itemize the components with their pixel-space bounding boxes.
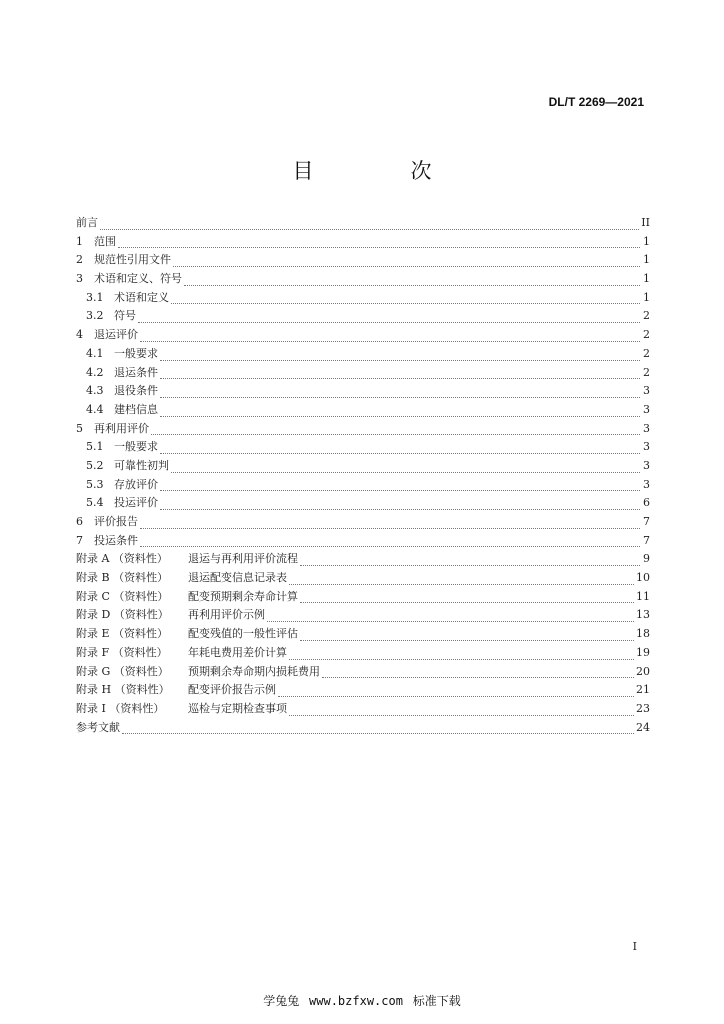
toc-entry-page: 2 [643,309,650,323]
toc-entry-page: 21 [636,683,650,697]
toc-entry-title: 退运条件 [114,365,158,379]
dot-leader [322,677,634,678]
toc-entry-page: 23 [636,701,650,715]
dot-leader [300,565,640,566]
toc-annex-label: 附录 F （资料性） [76,645,168,659]
toc-entry-number: 3 [76,272,83,286]
toc-entry-page: 3 [643,477,650,491]
dot-leader [173,266,640,267]
toc-entry-page: 9 [643,552,650,566]
toc-entry-page: 18 [636,627,650,641]
toc-annex-label: 附录 G （资料性） [76,664,169,678]
dot-leader [160,360,640,361]
toc-entry-page: 6 [643,496,650,510]
toc-annex-label: 附录 C （资料性） [76,589,169,603]
toc-entry-title: 退运配变信息记录表 [188,571,287,585]
standard-code: DL/T 2269—2021 [548,95,644,109]
dot-leader [289,715,634,716]
toc-entry-title: 可靠性初判 [114,458,169,472]
toc-entry-number: 4.2 [86,365,104,379]
toc-entry-page: 19 [636,645,650,659]
dot-leader [267,621,634,622]
dot-leader [160,378,640,379]
dot-leader [160,490,640,491]
toc-entry-page: 1 [643,290,650,304]
table-of-contents [76,214,650,737]
toc-entry-title: 规范性引用文件 [94,253,171,267]
toc-entry-page: 3 [643,402,650,416]
dot-leader [118,247,640,248]
toc-entry-title: 符号 [114,309,136,323]
dot-leader [160,416,640,417]
toc-entry[interactable] [76,345,650,364]
toc-entry[interactable] [76,663,650,682]
toc-entry[interactable] [76,382,650,401]
dot-leader [138,322,640,323]
toc-entry[interactable] [76,513,650,532]
toc-entry-page: 3 [643,421,650,435]
toc-entry-page: 10 [636,571,650,585]
toc-entry-number: 5.1 [86,440,104,454]
dot-leader [289,659,634,660]
dot-leader [140,528,640,529]
toc-entry-page: 3 [643,384,650,398]
dot-leader [100,229,639,230]
toc-entry-number: 4 [76,328,83,342]
toc-annex-label: 附录 B （资料性） [76,571,169,585]
toc-entry[interactable] [76,270,650,289]
toc-entry[interactable] [76,476,650,495]
toc-entry-title: 参考文献 [76,720,120,734]
toc-entry-number: 5.4 [86,496,104,510]
toc-entry-page: II [641,216,650,229]
dot-leader [160,453,640,454]
toc-entry-title: 巡检与定期检查事项 [188,701,287,715]
toc-entry-page: 3 [643,440,650,454]
dot-leader [300,602,634,603]
dot-leader [289,584,634,585]
toc-entry-page: 3 [643,458,650,472]
toc-annex-label: 附录 E （资料性） [76,627,169,641]
toc-entry-title: 预期剩余寿命期内损耗费用 [188,664,320,678]
toc-entry-number: 5.3 [86,477,104,491]
toc-entry[interactable] [76,700,650,719]
toc-entry-number: 5.2 [86,458,104,472]
toc-entry-page: 2 [643,365,650,379]
toc-entry-page: 7 [643,533,650,547]
toc-entry-title: 存放评价 [114,477,158,491]
toc-entry[interactable] [76,289,650,308]
toc-entry-title: 前言 [76,216,98,229]
toc-entry[interactable] [76,606,650,625]
toc-entry-page: 13 [636,608,650,622]
toc-entry-title: 再利用评价 [94,421,149,435]
toc-entry-title: 建档信息 [114,402,158,416]
toc-entry-page: 2 [643,346,650,360]
toc-entry-page: 2 [643,328,650,342]
toc-entry-title: 范围 [94,234,116,248]
toc-entry[interactable] [76,569,650,588]
toc-entry-number: 3.2 [86,309,104,323]
toc-annex-label: 附录 D （资料性） [76,608,169,622]
dot-leader [278,696,634,697]
toc-entry-title: 术语和定义、符号 [94,272,182,286]
toc-annex-label: 附录 H （资料性） [76,683,170,697]
dot-leader [160,509,640,510]
toc-entry-number: 4.3 [86,384,104,398]
toc-entry-page: 1 [643,272,650,286]
toc-entry-title: 术语和定义 [114,290,169,304]
toc-entry[interactable] [76,364,650,383]
toc-entry-number: 5 [76,421,83,435]
toc-entry-number: 4.1 [86,346,104,360]
toc-entry-title: 配变评价报告示例 [188,683,276,697]
toc-entry[interactable] [76,214,650,233]
toc-entry-page: 20 [636,664,650,678]
toc-entry[interactable] [76,457,650,476]
toc-entry[interactable] [76,719,650,738]
footer-site-name: 学兔兔 [263,994,300,1008]
toc-entry-title: 配变预期剩余寿命计算 [188,589,298,603]
toc-entry[interactable] [76,625,650,644]
toc-entry-title: 投运评价 [114,496,158,510]
dot-leader [171,303,640,304]
toc-entry-page: 7 [643,515,650,528]
dot-leader [140,546,640,547]
toc-entry-title: 一般要求 [114,440,158,454]
dot-leader [122,733,634,734]
toc-entry[interactable] [76,532,650,551]
toc-entry-title: 投运条件 [94,533,138,547]
toc-entry-page: 1 [643,234,650,248]
toc-entry-number: 3.1 [86,290,104,304]
dot-leader [184,285,640,286]
toc-entry-title: 年耗电费用差价计算 [188,645,287,659]
footer-label: 标准下载 [412,994,461,1008]
toc-entry-title: 退役条件 [114,384,158,398]
toc-entry-title: 配变残值的一般性评估 [188,627,298,641]
toc-entry-title: 再利用评价示例 [188,608,265,622]
toc-entry-page: 24 [636,720,650,734]
toc-entry[interactable] [76,588,650,607]
footer-url[interactable]: www.bzfxw.com [309,994,403,1008]
toc-entry[interactable] [76,401,650,420]
toc-entry-page: 1 [643,253,650,267]
toc-entry[interactable] [76,494,650,513]
page-title: 目 次 [292,159,470,183]
toc-entry[interactable] [76,420,650,439]
toc-entry-title: 一般要求 [114,346,158,360]
dot-leader [171,472,640,473]
toc-entry-number: 4.4 [86,402,104,416]
toc-entry-title: 评价报告 [94,515,138,528]
toc-entry-number: 7 [76,533,83,547]
toc-entry-number: 2 [76,253,83,267]
toc-entry[interactable] [76,251,650,270]
page-number: I [632,940,637,953]
toc-entry[interactable] [76,307,650,326]
dot-leader [151,434,640,435]
toc-entry-page: 11 [636,589,650,603]
dot-leader [140,341,640,342]
toc-annex-label: 附录 I （资料性） [76,701,165,715]
toc-entry[interactable] [76,644,650,663]
dot-leader [300,640,634,641]
dot-leader [160,397,640,398]
toc-entry[interactable] [76,550,650,569]
toc-entry-number: 6 [76,515,83,528]
footer-watermark [0,992,724,1009]
toc-entry-title: 退运与再利用评价流程 [188,552,298,566]
toc-entry[interactable] [76,681,650,700]
toc-entry[interactable] [76,326,650,345]
toc-annex-label: 附录 A （资料性） [76,552,168,566]
toc-entry[interactable] [76,438,650,457]
toc-entry-number: 1 [76,234,83,248]
toc-entry-title: 退运评价 [94,328,138,342]
toc-entry[interactable] [76,233,650,252]
